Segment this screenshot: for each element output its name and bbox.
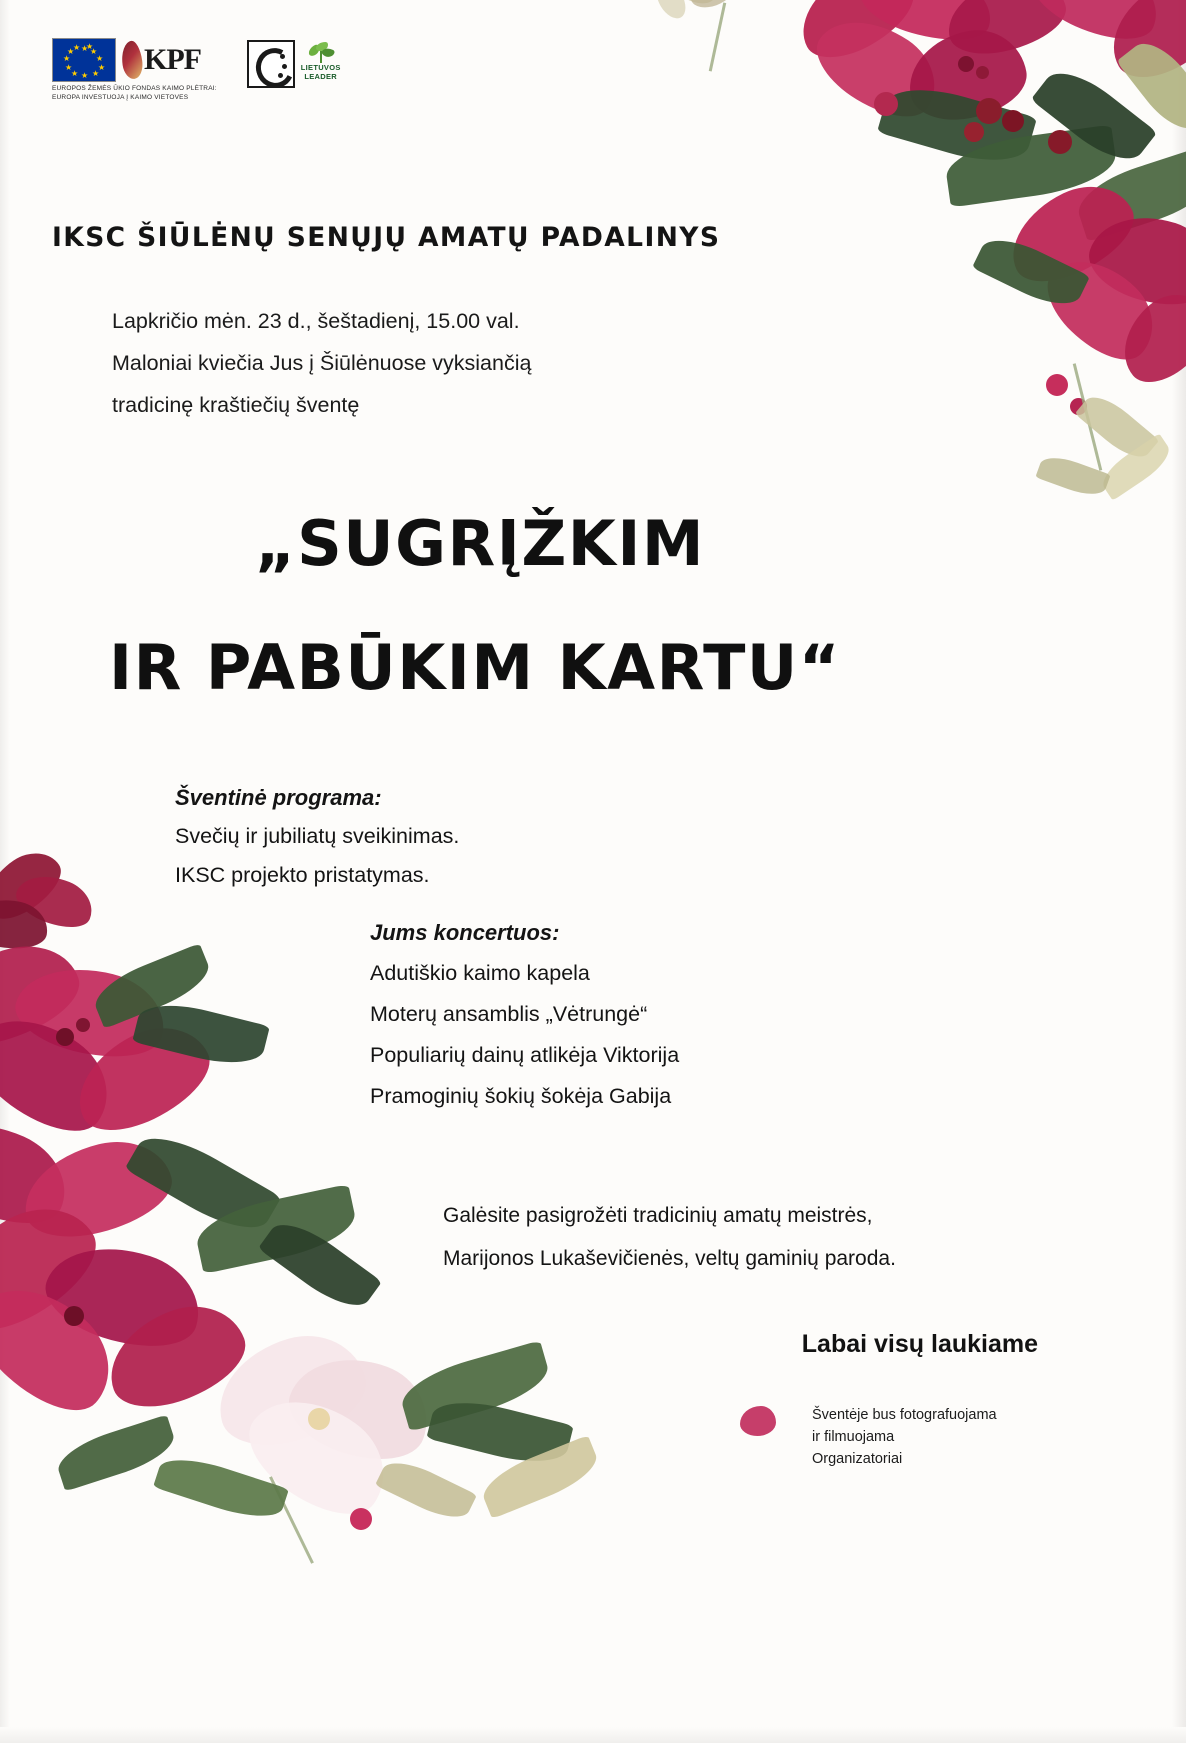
footnote-line-2: ir filmuojama (812, 1429, 895, 1445)
leader-c-arc (250, 43, 299, 93)
invitation-line-3: tradicinę kraštiečių šventę (112, 393, 360, 417)
eu-fund-caption-line-1: EUROPOS ŽEMĖS ŪKIO FONDAS KAIMO PLĖTRAI: (52, 85, 217, 92)
concert-heading: Jums koncertuos: (370, 920, 560, 945)
kpf-logo-text: KPF (144, 43, 201, 76)
leader-dot (278, 73, 283, 78)
footnote-flower-icon (740, 1406, 776, 1436)
eu-kpf-logo-marks (52, 38, 201, 82)
headline-line-1: „SUGRĮŽKIM (254, 507, 706, 580)
program-block (175, 778, 459, 895)
kpf-leaf-icon (119, 40, 144, 80)
concert-performer: Moterų ansamblis „Vėtrungė“ (370, 1002, 648, 1026)
logo-row (52, 38, 341, 102)
invitation-line-2: Maloniai kviečia Jus į Šiūlėnuose vyksiančią (112, 351, 532, 375)
invitation-block (112, 300, 732, 426)
sprout-stem (320, 51, 322, 63)
closing-message: Labai visų laukiame (801, 1330, 1038, 1358)
organization-title: IKSC ŠIŪLĖNŲ SENŲJŲ AMATŲ PADALINYS (52, 222, 721, 253)
concert-performer: Populiarių dainų atlikėja Viktorija (370, 1043, 680, 1067)
exhibition-line-2: Marijonos Lukaševičienės, veltų gaminių paroda. (443, 1247, 896, 1270)
concert-performer: Pramoginių šokių šokėja Gabija (370, 1084, 672, 1108)
kpf-logo-icon (122, 41, 201, 79)
footnote-block (812, 1404, 997, 1470)
leader-logo (247, 38, 341, 88)
footnote-line-3: Organizatoriai (812, 1451, 903, 1467)
footnote-line-1: Šventėje bus fotografuojama (812, 1407, 997, 1423)
leader-label-group (301, 40, 341, 81)
leader-label-line-2: LEADER (304, 71, 338, 81)
program-item: Svečių ir jubiliatų sveikinimas. (175, 824, 460, 848)
eu-fund-caption-line-2: EUROPA INVESTUOJA Į KAIMO VIETOVES (52, 94, 189, 101)
eu-kpf-logo (52, 38, 217, 102)
event-headline (0, 482, 960, 730)
concert-block (370, 912, 679, 1117)
program-item: IKSC projekto pristatymas. (175, 863, 430, 887)
leader-dot (282, 64, 287, 69)
invitation-line-1: Lapkričio mėn. 23 d., šeštadienį, 15.00 val. (112, 309, 520, 333)
eu-flag-icon: ★ ★ ★ ★ ★ ★ ★ ★ ★ ★ ★ ★ (52, 38, 116, 82)
sprout-icon (308, 42, 334, 64)
headline-line-2: IR PABŪKIM KARTU“ (109, 631, 841, 704)
exhibition-line-1: Galėsite pasigrožėti tradicinių amatų meistrės, (443, 1204, 873, 1227)
leader-c-icon (247, 40, 295, 88)
leader-label-line-1: LIETUVOS (300, 63, 341, 72)
program-heading: Šventinė programa: (175, 785, 382, 810)
exhibition-block (443, 1194, 1063, 1280)
concert-performer: Adutiškio kaimo kapela (370, 961, 590, 985)
leader-dot (280, 54, 285, 59)
